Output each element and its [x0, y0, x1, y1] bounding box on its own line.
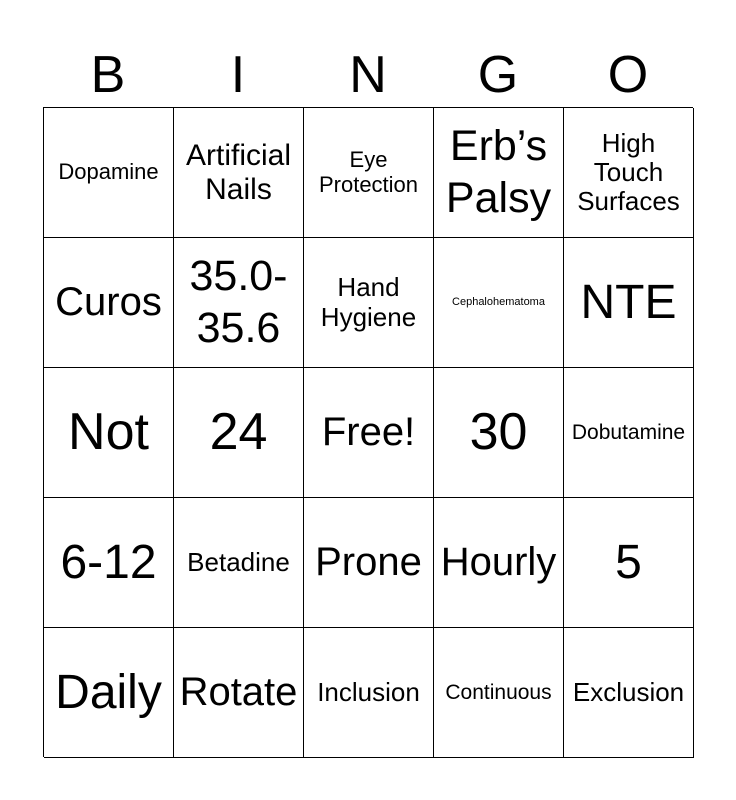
header-letter-b: B: [90, 46, 126, 104]
bingo-cell[interactable]: Inclusion: [304, 628, 434, 758]
free-space-cell[interactable]: Free!: [304, 368, 434, 498]
bingo-cell[interactable]: 6-12: [44, 498, 174, 628]
header-letter-i: I: [230, 46, 246, 104]
bingo-cell[interactable]: Exclusion: [564, 628, 694, 758]
bingo-cell[interactable]: NTE: [564, 238, 694, 368]
bingo-header: [43, 44, 693, 106]
bingo-cell[interactable]: Continuous: [434, 628, 564, 758]
bingo-cell[interactable]: 30: [434, 368, 564, 498]
bingo-cell[interactable]: Erb’s Palsy: [434, 108, 564, 238]
bingo-cell[interactable]: Dobutamine: [564, 368, 694, 498]
bingo-cell[interactable]: Not: [44, 368, 174, 498]
bingo-cell[interactable]: Eye Protection: [304, 108, 434, 238]
bingo-cell[interactable]: Cephalohematoma: [434, 238, 564, 368]
bingo-cell[interactable]: Hand Hygiene: [304, 238, 434, 368]
bingo-cell[interactable]: High Touch Surfaces: [564, 108, 694, 238]
bingo-grid: [43, 107, 693, 757]
bingo-cell[interactable]: Prone: [304, 498, 434, 628]
bingo-cell[interactable]: 5: [564, 498, 694, 628]
bingo-cell[interactable]: Daily: [44, 628, 174, 758]
bingo-cell[interactable]: Betadine: [174, 498, 304, 628]
bingo-cell[interactable]: Dopamine: [44, 108, 174, 238]
bingo-cell[interactable]: Artificial Nails: [174, 108, 304, 238]
bingo-cell[interactable]: 24: [174, 368, 304, 498]
bingo-cell[interactable]: Hourly: [434, 498, 564, 628]
bingo-cell[interactable]: Curos: [44, 238, 174, 368]
bingo-cell[interactable]: Rotate: [174, 628, 304, 758]
header-letter-o: O: [607, 46, 649, 104]
bingo-cell[interactable]: 35.0- 35.6: [174, 238, 304, 368]
header-letter-g: G: [477, 46, 519, 104]
header-letter-n: N: [349, 46, 387, 104]
